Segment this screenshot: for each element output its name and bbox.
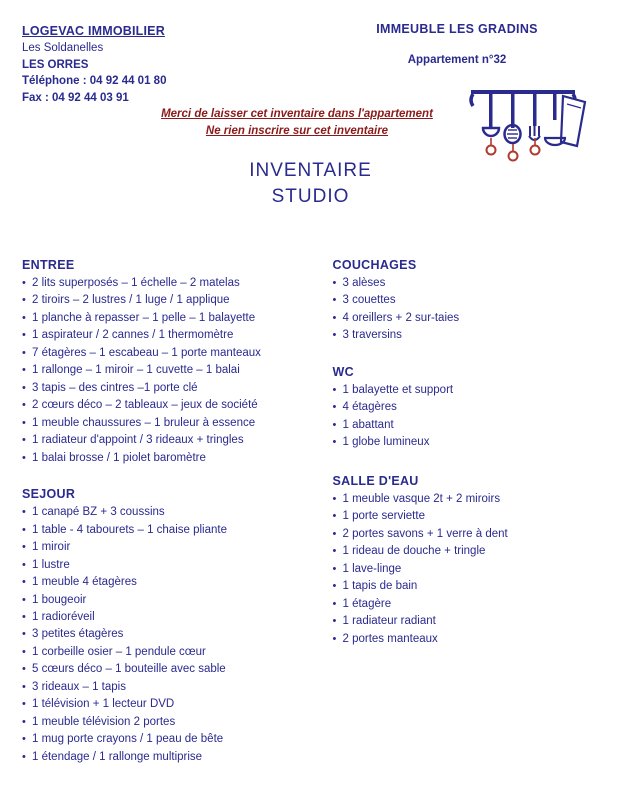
notice-line-1: Merci de laisser cet inventaire dans l'appartement [161,108,433,120]
section-entree [22,258,297,467]
left-column [22,258,311,800]
list-item: • 1 meuble télévision 2 portes [22,714,297,731]
building-block [332,22,582,66]
notice-block [82,106,512,141]
agency-name: LOGEVAC IMMOBILIER [22,24,165,38]
list-item: • 1 balai brosse / 1 piolet baromètre [22,450,297,467]
list-item: • 1 radiateur radiant [333,613,600,630]
title-sub: STUDIO [271,186,350,207]
section-title-couchages: COUCHAGES [332,258,417,272]
column-spacer [333,452,600,474]
apartment-number: Appartement n°32 [407,54,507,66]
list-item: • 1 globe lumineux [333,434,600,451]
agency-phone: Téléphone : 04 92 44 01 80 [22,75,167,88]
list-item: • 3 rideaux – 1 tapis [22,679,297,696]
section-wc [333,365,600,452]
section-title-entree: ENTREE [22,258,75,272]
list-item: • 4 étagères [333,399,600,416]
list-item: • 1 meuble chaussures – 1 bruleur à essence [22,415,297,432]
list-item: • 1 planche à repasser – 1 pelle – 1 balayette [22,310,297,327]
list-item: • 1 corbeille osier – 1 pendule cœur [22,644,297,661]
agency-block [22,22,322,107]
section-sejour [22,487,297,766]
list-item: • 2 lits superposés – 1 échelle – 2 matelas [22,275,297,292]
list-item: • 1 lustre [22,557,297,574]
list-item: • 1 abattant [333,417,600,434]
list-item: • 2 portes manteaux [333,631,600,648]
list-item: • 3 petites étagères [22,626,297,643]
list-item: • 2 tiroirs – 2 lustres / 1 luge / 1 applique [22,292,297,309]
section-title-wc: WC [332,364,354,379]
title-main: INVENTAIRE [249,160,372,181]
list-item: • 4 oreillers + 2 sur-taies [333,310,600,327]
list-item: • 1 meuble vasque 2t + 2 miroirs [333,491,600,508]
list-item: • 1 télévision + 1 lecteur DVD [22,696,297,713]
list-item: • 1 radioréveil [22,609,297,626]
item-list-couchages [333,275,600,345]
inventory-columns [22,258,599,800]
kitchen-utensils-icon [463,76,593,186]
list-item: • 7 étagères – 1 escabeau – 1 porte manteaux [22,345,297,362]
list-item: • 2 cœurs déco – 2 tableaux – jeux de société [22,397,297,414]
document-header [22,18,599,138]
list-item: • 1 lave-linge [333,561,600,578]
section-title-salle-eau: SALLE D'EAU [332,473,419,488]
section-title-sejour: SEJOUR [22,487,76,502]
item-list-salle-eau [333,491,600,648]
list-item: • 1 miroir [22,539,297,556]
list-item: • 1 étendage / 1 rallonge multiprise [22,749,297,766]
right-column [311,258,600,800]
list-item: • 2 portes savons + 1 verre à dent [333,526,600,543]
agency-fax: Fax : 04 92 44 03 91 [22,92,129,105]
list-item: • 3 couettes [333,292,600,309]
list-item: • 3 traversins [333,327,600,344]
list-item: • 1 étagère [333,596,600,613]
agency-address-line2: LES ORRES [22,58,89,71]
list-item: • 1 aspirateur / 2 cannes / 1 thermomètre [22,327,297,344]
notice-line-2: Ne rien inscrire sur cet inventaire [205,125,389,138]
section-salle-eau [333,474,600,648]
list-item: • 1 canapé BZ + 3 coussins [22,504,297,521]
item-list-entree [22,275,297,467]
list-item: • 1 table - 4 tabourets – 1 chaise pliante [22,522,297,539]
list-item: • 1 balayette et support [333,382,600,399]
list-item: • 3 tapis – des cintres –1 porte clé [22,380,297,397]
item-list-wc [333,382,600,452]
list-item: • 1 radiateur d'appoint / 3 rideaux + tringles [22,432,297,449]
section-couchages [333,258,600,345]
list-item: • 1 rideau de douche + tringle [333,543,600,560]
item-list-sejour [22,504,297,766]
list-item: • 5 cœurs déco – 1 bouteille avec sable [22,661,297,678]
list-item: • 1 mug porte crayons / 1 peau de bête [22,731,297,748]
list-item: • 3 alèses [333,275,600,292]
list-item: • 1 tapis de bain [333,578,600,595]
agency-address-line1: Les Soldanelles [22,42,104,55]
building-name: IMMEUBLE LES GRADINS [376,22,538,36]
list-item: • 1 porte serviette [333,508,600,525]
list-item: • 1 rallonge – 1 miroir – 1 cuvette – 1 balai [22,362,297,379]
list-item: • 1 meuble 4 étagères [22,574,297,591]
list-item: • 1 bougeoir [22,592,297,609]
